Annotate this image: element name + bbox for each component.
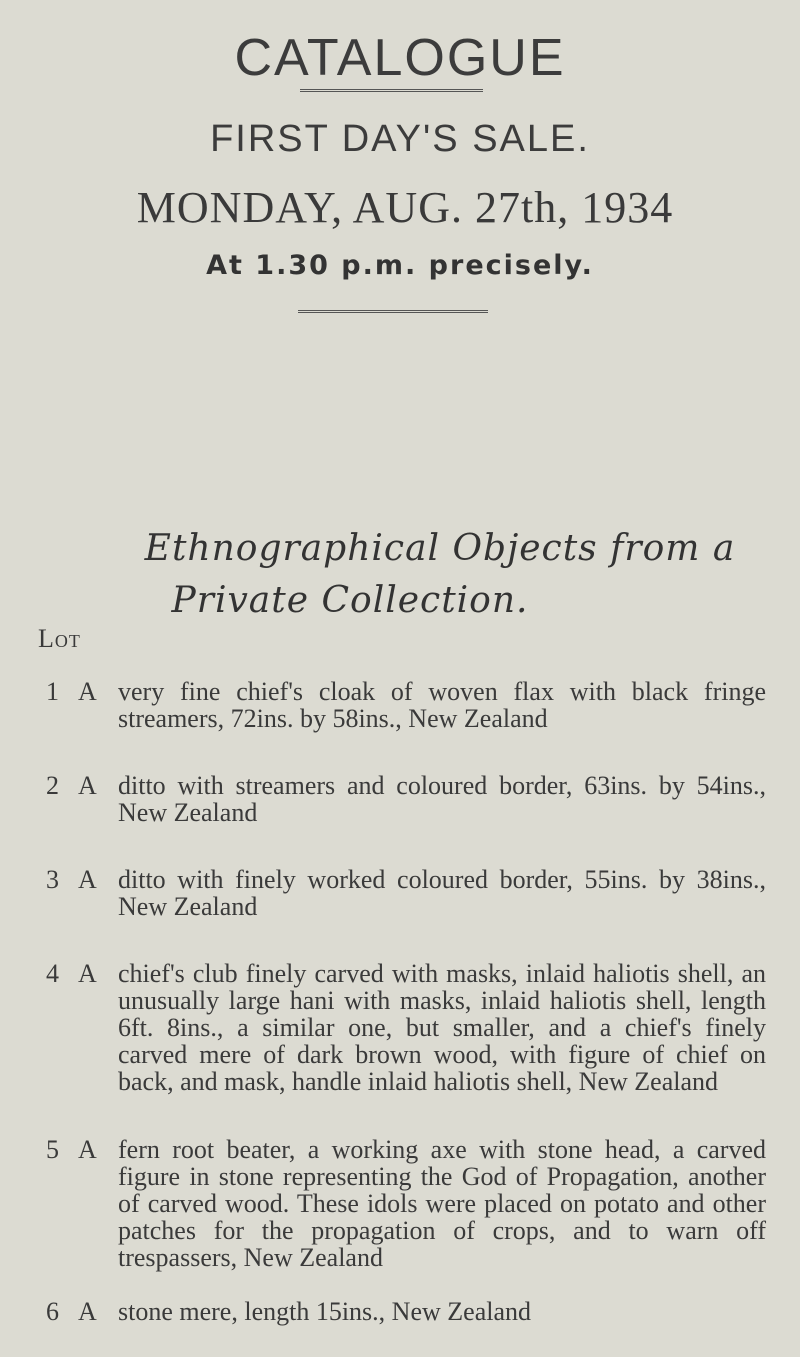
lot-column-heading: Lot bbox=[38, 624, 81, 653]
lot-prefix: A bbox=[78, 771, 97, 800]
lot-prefix: A bbox=[78, 959, 97, 988]
lot-number: 2 bbox=[46, 771, 59, 800]
lot-item bbox=[46, 960, 766, 1095]
lot-description: chief's club finely carved with masks, inlaid haliotis shell, an unusually large hani with masks, inlaid haliotis shell, length 6ft. 8ins., a similar one, but smaller, and a chief's finely carved mere of dark brown wood, with figure of chief on back, and mask, handle inlaid haliotis shell, New Zealand bbox=[118, 959, 766, 1096]
lot-prefix: A bbox=[78, 1297, 97, 1326]
lot-number: 6 bbox=[46, 1297, 59, 1326]
lot-item bbox=[46, 866, 766, 920]
lot-item bbox=[46, 772, 766, 826]
lot-description: stone mere, length 15ins., New Zealand bbox=[118, 1297, 531, 1326]
lot-number: 5 bbox=[46, 1135, 59, 1164]
lot-item bbox=[46, 1298, 766, 1325]
lot-number: 4 bbox=[46, 959, 59, 988]
lot-item bbox=[46, 678, 766, 732]
lot-prefix: A bbox=[78, 1135, 97, 1164]
lot-description: ditto with finely worked coloured border, 55ins. by 38ins., New Zealand bbox=[118, 865, 766, 921]
sale-time: At 1.30 p.m. precisely. bbox=[206, 250, 594, 281]
time-rule bbox=[298, 310, 488, 313]
catalogue-title: CATALOGUE bbox=[234, 29, 566, 87]
title-rule bbox=[300, 89, 483, 92]
lot-description: ditto with streamers and coloured border, 63ins. by 54ins., New Zealand bbox=[118, 771, 766, 827]
sale-date: MONDAY, AUG. 27th, 1934 bbox=[136, 183, 674, 232]
lot-item bbox=[46, 1136, 766, 1271]
lot-number: 3 bbox=[46, 865, 59, 894]
sale-subtitle: FIRST DAY'S SALE. bbox=[210, 118, 590, 160]
section-title-line-1: Ethnographical Objects from a bbox=[144, 528, 736, 569]
lot-description: fern root beater, a working axe with stone head, a carved figure in stone representing the God of Propagation, another of carved wood. These idols were placed on potato and other patches for the propagation of crops, and to warn off trespassers, New Zealand bbox=[118, 1135, 766, 1272]
lot-description: very fine chief's cloak of woven flax with black fringe streamers, 72ins. by 58ins., New Zealand bbox=[118, 677, 766, 733]
section-title-line-2: Private Collection. bbox=[171, 580, 529, 621]
lot-prefix: A bbox=[78, 677, 97, 706]
lot-number: 1 bbox=[46, 677, 59, 706]
lot-prefix: A bbox=[78, 865, 97, 894]
